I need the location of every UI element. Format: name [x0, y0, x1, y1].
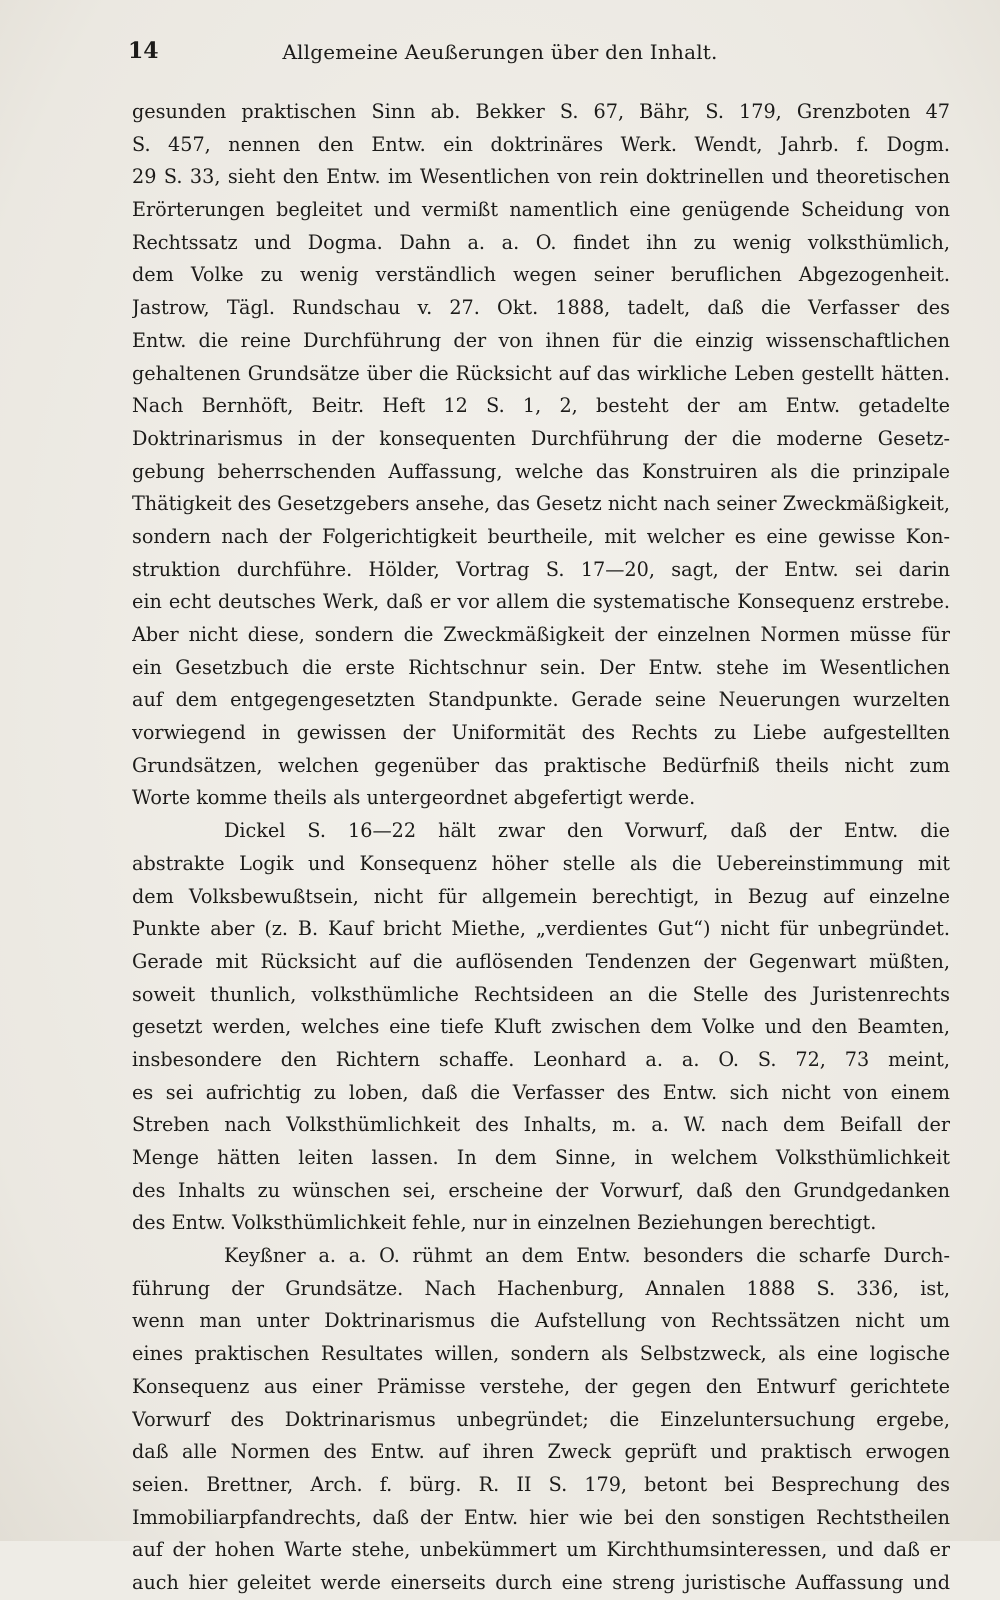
- text-line: Aber nicht diese, sondern die Zweckmäßigkeit der einzelnen Normen müsse für: [132, 623, 950, 646]
- text-line: daß alle Normen des Entw. auf ihren Zweck geprüft und praktisch erwogen: [132, 1440, 950, 1464]
- text-line: Vorwurf des Doktrinarismus unbegründet; die Einzeluntersuchung ergebe,: [132, 1407, 950, 1431]
- text-line: führung der Grundsätze. Nach Hachenburg, Annalen 1888 S. 336, ist,: [132, 1276, 950, 1300]
- text-line: gesunden praktischen Sinn ab. Bekker S. 67, Bähr, S. 179, Grenzboten 47: [132, 100, 950, 123]
- text-line: gebung beherrschenden Auffassung, welche das Konstruiren als die prinzipale: [132, 459, 950, 483]
- text-line: Thätigkeit des Gesetzgebers ansehe, das Gesetz nicht nach seiner Zweckmäßigkeit,: [132, 492, 950, 516]
- text-line: struktion durchführe. Hölder, Vortrag S. 17—20, sagt, der Entw. sei darin: [132, 557, 950, 581]
- text-line: Immobiliarpfandrechts, daß der Entw. hier wie bei den sonstigen Rechtstheilen: [132, 1505, 950, 1529]
- text-line: Rechtssatz und Dogma. Dahn a. a. O. findet ihn zu wenig volksthümlich,: [132, 230, 950, 254]
- text-line: Konsequenz aus einer Prämisse verstehe, der gegen den Entwurf gerichtete: [132, 1374, 950, 1398]
- text-line: seien. Brettner, Arch. f. bürg. R. II S. 179, betont bei Besprechung des: [132, 1472, 950, 1496]
- text-line: soweit thunlich, volksthümliche Rechtsideen an die Stelle des Juristenrechts: [132, 982, 950, 1006]
- text-line: wenn man unter Doktrinarismus die Aufstellung von Rechtssätzen nicht um: [132, 1309, 950, 1333]
- text-line: Jastrow, Tägl. Rundschau v. 27. Okt. 1888, tadelt, daß die Verfasser des: [132, 296, 950, 320]
- text-line: abstrakte Logik und Konsequenz höher stelle als die Uebereinstimmung mit: [132, 851, 950, 875]
- running-head: Allgemeine Aeußerungen über den Inhalt.: [282, 40, 718, 64]
- text-line: sondern nach der Folgerichtigkeit beurtheile, mit welcher es eine gewisse Kon-: [132, 524, 950, 548]
- body-text: [132, 96, 950, 1600]
- text-line: insbesondere den Richtern schaffe. Leonhard a. a. O. S. 72, 73 meint,: [132, 1047, 950, 1071]
- text-line: 29 S. 33, sieht den Entw. im Wesentlichen von rein doktrinellen und theoretischen: [132, 165, 950, 189]
- text-line: des Inhalts zu wünschen sei, erscheine der Vorwurf, daß den Grundgedanken: [132, 1178, 950, 1202]
- text-line: auch hier geleitet werde einerseits durch eine streng juristische Auffassung und: [132, 1570, 950, 1594]
- text-line: gehaltenen Grundsätze über die Rücksicht auf das wirkliche Leben gestellt hätten.: [132, 361, 950, 385]
- text-line: gesetzt werden, welches eine tiefe Kluft zwischen dem Volke und den Beamten,: [132, 1015, 950, 1039]
- page-number: 14: [128, 38, 159, 64]
- text-line: Erörterungen begleitet und vermißt namentlich eine genügende Scheidung von: [132, 198, 950, 222]
- text-line: Doktrinarismus in der konsequenten Durchführung der die moderne Gesetz-: [132, 426, 950, 450]
- text-line: eines praktischen Resultates willen, sondern als Selbstzweck, als eine logische: [132, 1342, 950, 1366]
- text-line: ein echt deutsches Werk, daß er vor allem die systematische Konsequenz erstrebe.: [132, 590, 950, 614]
- text-line: Menge hätten leiten lassen. In dem Sinne, in welchem Volksthümlichkeit: [132, 1146, 950, 1169]
- text-line: Punkte aber (z. B. Kauf bricht Miethe, „verdientes Gut“) nicht für unbegründet.: [132, 917, 950, 941]
- text-line: ein Gesetzbuch die erste Richtschnur sein. Der Entw. stehe im Wesentlichen: [132, 655, 950, 679]
- text-line: S. 457, nennen den Entw. ein doktrinäres Werk. Wendt, Jahrb. f. Dogm.: [132, 132, 950, 156]
- page-header: [128, 38, 872, 72]
- paragraph-start-line: Keyßner a. a. O. rühmt an dem Entw. besonders die scharfe Durch-: [224, 1244, 950, 1268]
- paragraph-end-line: Worte komme theils als untergeordnet abgefertigt werde.: [132, 786, 696, 810]
- text-line: es sei aufrichtig zu loben, daß die Verfasser des Entw. sich nicht von einem: [132, 1080, 950, 1104]
- text-line: Grundsätzen, welchen gegenüber das praktische Bedürfniß theils nicht zum: [132, 753, 950, 777]
- text-line: Streben nach Volksthümlichkeit des Inhalts, m. a. W. nach dem Beifall der: [132, 1113, 950, 1137]
- paragraph-end-line: des Entw. Volksthümlichkeit fehle, nur in einzelnen Beziehungen berechtigt.: [132, 1211, 877, 1235]
- text-line: Entw. die reine Durchführung der von ihnen für die einzig wissenschaftlichen: [132, 328, 950, 352]
- text-line: auf dem entgegengesetzten Standpunkte. Gerade seine Neuerungen wurzelten: [132, 688, 950, 712]
- text-line: Nach Bernhöft, Beitr. Heft 12 S. 1, 2, besteht der am Entw. getadelte: [132, 394, 950, 418]
- text-line: dem Volke zu wenig verständlich wegen seiner beruflichen Abgezogenheit.: [132, 263, 950, 287]
- text-line: auf der hohen Warte stehe, unbekümmert um Kirchthumsinteressen, und daß er: [132, 1538, 950, 1562]
- text-line: vorwiegend in gewissen der Uniformität des Rechts zu Liebe aufgestellten: [132, 721, 950, 745]
- text-line: dem Volksbewußtsein, nicht für allgemein berechtigt, in Bezug auf einzelne: [132, 884, 950, 908]
- text-line: Gerade mit Rücksicht auf die auflösenden Tendenzen der Gegenwart müßten,: [132, 949, 950, 973]
- paragraph-start-line: Dickel S. 16—22 hält zwar den Vorwurf, daß der Entw. die: [224, 819, 950, 843]
